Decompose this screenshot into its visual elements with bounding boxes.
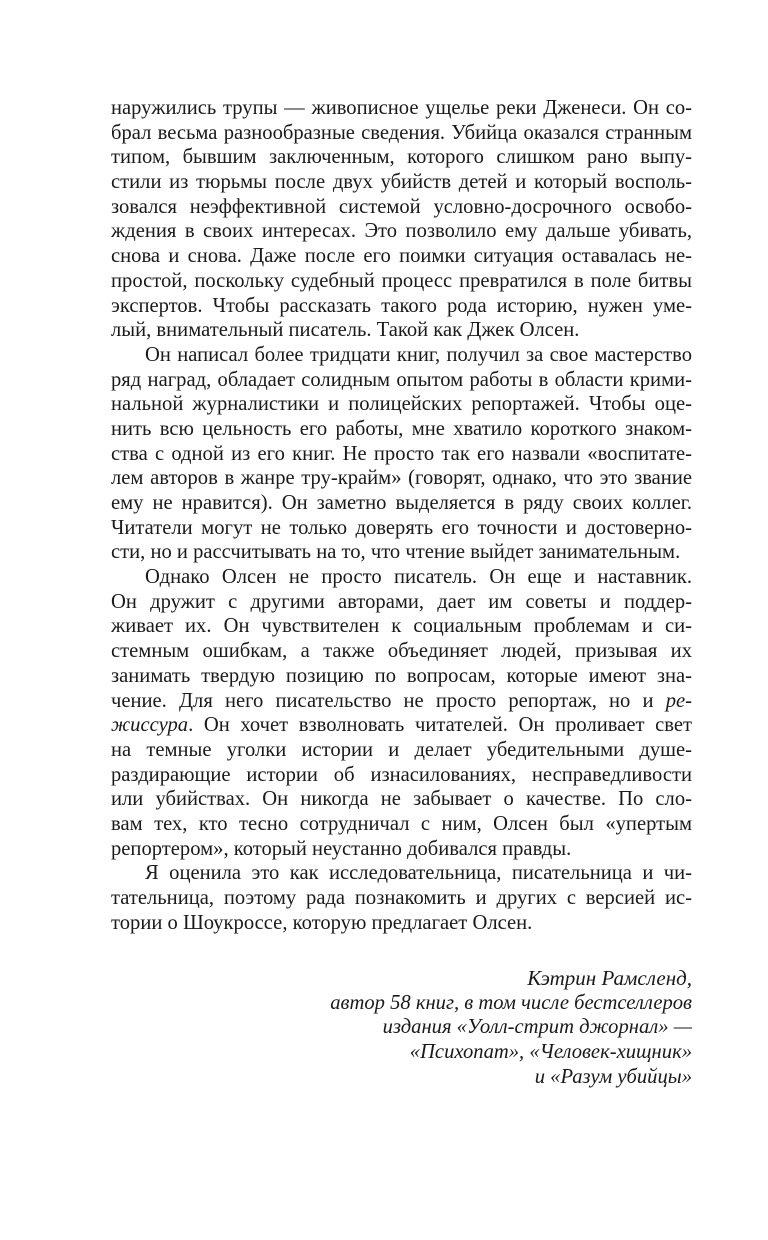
author-credit-line: и «Разум убийцы» bbox=[534, 1065, 692, 1088]
text-line: брал весьма разнообразные сведения. Убийца оказался странным bbox=[111, 121, 692, 144]
text-line: нальной журналистики и полицейских репортажей. Чтобы оце- bbox=[111, 393, 692, 416]
text-line: Он написал более тридцати книг, получил за свое мастерство bbox=[145, 343, 692, 366]
author-name: Кэтрин Рамсленд, bbox=[527, 966, 692, 990]
text-line: нить всю цельность его работы, мне хватило короткого знаком- bbox=[111, 417, 692, 440]
paragraph-4 bbox=[111, 861, 692, 935]
author-credit-line: издания «Уолл-стрит джорнал» — bbox=[382, 1016, 692, 1039]
text-line: наружились трупы — живописное ущелье реки Дженеси. Он со- bbox=[111, 97, 692, 119]
text-line: ства с одной из его книг. Не просто так его назвали «воспитате- bbox=[111, 442, 692, 465]
text-line: репортером», который неустанно добивался правды. bbox=[111, 837, 572, 860]
text-fragment: чение. Для него писательство не просто репортаж, но и bbox=[111, 689, 666, 712]
text-line: типом, бывшим заключенным, которого слишком рано выпу- bbox=[111, 146, 692, 169]
text-line: Однако Олсен не просто писатель. Он еще и наставник. bbox=[145, 566, 692, 589]
text-fragment: . Он хочет взволновать читателей. Он проливает свет bbox=[188, 714, 692, 737]
text-line: лем авторов в жанре тру-крайм» (говорят, однако, что это звание bbox=[111, 467, 692, 490]
author-credit-line: «Психопат», «Человек-хищник» bbox=[409, 1041, 692, 1064]
text-line: лый, внимательный писатель. Такой как Джек Олсен. bbox=[111, 319, 580, 342]
paragraph-1 bbox=[111, 96, 692, 343]
text-line: стемным ошибкам, а также объединяет людей, призывая их bbox=[111, 640, 692, 663]
text-line: на темные уголки истории и делает убедительными душе- bbox=[111, 738, 692, 761]
text-line: раздирающие истории об изнасилованиях, несправедливости bbox=[111, 763, 692, 786]
text-line: Я оценила это как исследовательница, писательница и чи- bbox=[145, 862, 692, 885]
text-line: сти, но и рассчитывать на то, что чтение выйдет занимательным. bbox=[111, 541, 681, 564]
text-line-with-emphasis bbox=[111, 713, 692, 738]
text-line: стили из тюрьмы после двух убийств детей и который восполь- bbox=[111, 171, 692, 194]
text-line: зовался неэффективной системой условно-досрочного освобо- bbox=[111, 195, 692, 218]
text-line: занимать твердую позицию по вопросам, которые имеют зна- bbox=[111, 664, 692, 687]
italic-fragment: жиссура bbox=[111, 714, 189, 737]
italic-fragment: ре- bbox=[665, 689, 692, 712]
text-line: Он дружит с другими авторами, дает им советы и поддер- bbox=[111, 590, 692, 613]
text-line: Читатели могут не только доверять его точности и достоверно- bbox=[111, 516, 692, 539]
text-line-with-emphasis bbox=[111, 689, 692, 714]
text-line: вам тех, кто тесно сотрудничал с ним, Олсен был «упертым bbox=[111, 812, 692, 835]
signature-block bbox=[111, 966, 692, 1089]
text-line: ему не нравится). Он заметно выделяется в ряду своих коллег. bbox=[111, 492, 692, 514]
text-line: экспертов. Чтобы рассказать такого рода историю, нужен уме- bbox=[111, 294, 692, 317]
text-line: тории о Шоукроссе, которую предлагает Олсен. bbox=[111, 911, 533, 934]
paragraph-2 bbox=[111, 343, 692, 565]
text-line: простой, поскольку судебный процесс превратился в поле битвы bbox=[111, 269, 692, 292]
text-line: ряд наград, обладает солидным опытом работы в области крими- bbox=[111, 368, 692, 391]
paragraph-3 bbox=[111, 565, 692, 861]
text-line: или убийствах. Он никогда не забывает о качестве. По сло- bbox=[111, 788, 692, 811]
text-line: ждения в своих интересах. Это позволило ему дальше убивать, bbox=[111, 220, 692, 243]
text-line: тательница, поэтому рада познакомить и других с версией ис- bbox=[111, 887, 692, 909]
body-text bbox=[111, 96, 692, 935]
text-line: снова и снова. Даже после его поимки ситуация оставалась не- bbox=[111, 245, 692, 268]
text-line: живает их. Он чувствителен к социальным проблемам и си- bbox=[111, 615, 692, 638]
author-credit-line: автор 58 книг, в том числе бестселлеров bbox=[330, 991, 692, 1014]
